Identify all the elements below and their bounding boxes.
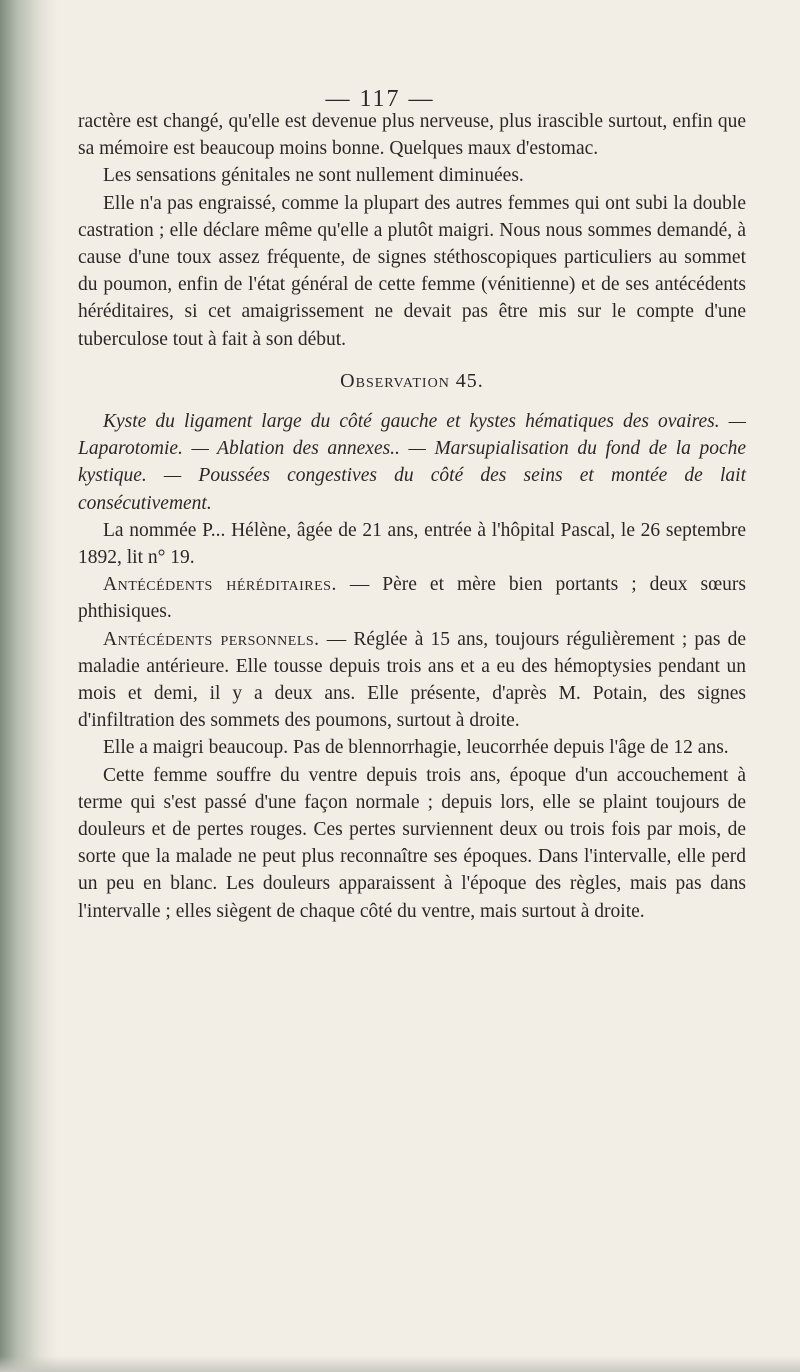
paragraph-continuation: ractère est changé, qu'elle est devenue plus nerveuse, plus irascible surtout, enfin que sa mémoire est beaucoup moins bonne. Quelques maux d'estomac.	[78, 111, 746, 160]
personal-history-label: Antécédents personnels.	[103, 628, 320, 650]
hereditary-history-text: — Père et mère bien portants ; deux sœurs phthisiques.	[78, 574, 747, 623]
page-gutter-shadow	[0, 0, 58, 1372]
observation-title: Observation 45.	[340, 369, 484, 392]
paragraph-sensations: Les sensations génitales ne sont nullement diminuées.	[103, 165, 524, 187]
paragraph-abdominal-pain: Cette femme souffre du ventre depuis trois ans, époque d'un accouchement à terme qui s'est passé d'une façon normale ; depuis lors, elle se plaint toujours de douleurs et de pertes rouges. Ces pertes surviennent deux ou trois fois par mois, de sorte que la malade ne peut plus reconnaître ses époques. Dans l'intervalle, elle perd un peu en blanc. Les douleurs apparaissent à l'époque des règles, mais pas dans l'intervalle ; elles siègent de chaque côté du ventre, mais surtout à droite.	[78, 764, 746, 922]
personal-history	[78, 626, 746, 735]
page-bottom-edge	[0, 1356, 800, 1372]
patient-introduction: La nommée P... Hélène, âgée de 21 ans, entrée à l'hôpital Pascal, le 26 septembre 1892, lit n° 19.	[78, 519, 746, 569]
hereditary-history-label: Antécédents héréditaires.	[103, 574, 337, 596]
page-body	[78, 108, 746, 925]
page-number: — 117 —	[325, 86, 435, 112]
personal-history-text: — Réglée à 15 ans, toujours régulièrement ; pas de maladie antérieure. Elle tousse depuis trois ans et a eu des hémoptysies pendant un mois et demi, il y a deux ans. Elle présente, d'après M. Potain, des signes d'infiltration des sommets des poumons, surtout à droite.	[78, 628, 746, 732]
paragraph-weight-loss: Elle a maigri beaucoup. Pas de blennorrhagie, leucorrhée depuis l'âge de 12 ans.	[103, 737, 729, 759]
hereditary-history	[78, 571, 746, 625]
observation-summary: Kyste du ligament large du côté gauche et kystes hématiques des ovaires. — Laparotomie. — Ablation des annexes.. — Marsupialisation du fond de la poche kystique. — Poussées congestives du côté des seins et montée de lait consécutivement.	[78, 411, 746, 514]
paragraph-weight-observation: Elle n'a pas engraissé, comme la plupart des autres femmes qui ont subi la double castration ; elle déclare même qu'elle a plutôt maigri. Nous nous sommes demandé, à cause d'une toux assez fréquente, de signes stéthoscopiques particuliers au sommet du poumon, enfin de l'état général de cette femme (vénitienne) et de ses antécédents héréditaires, si cet amaigrissement ne devait pas être mis sur le compte d'une tuberculose tout à fait à son début.	[78, 192, 746, 350]
